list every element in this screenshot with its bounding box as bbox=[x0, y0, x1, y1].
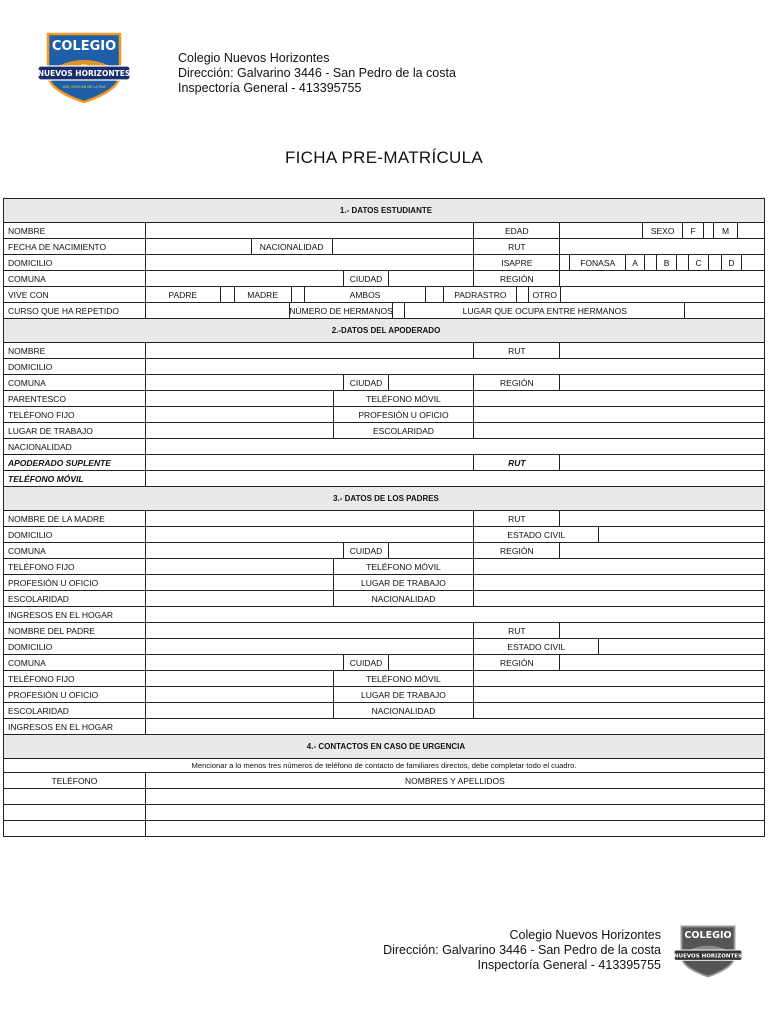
field-padre-domicilio[interactable] bbox=[146, 639, 475, 655]
footer-logo-word-colegio: COLEGIO bbox=[684, 930, 732, 942]
header-phone: Inspectoría General - 413395755 bbox=[178, 81, 362, 95]
field-edad[interactable] bbox=[560, 223, 643, 239]
school-logo-footer bbox=[672, 922, 744, 978]
field-contact-nombre-2[interactable] bbox=[146, 805, 765, 821]
field-apoderado-region[interactable] bbox=[560, 375, 765, 391]
s3-row-madre-profesion bbox=[4, 575, 765, 591]
field-contact-telefono-3[interactable] bbox=[4, 821, 146, 837]
label-apoderado-tel-fijo: TELÉFONO FIJO bbox=[4, 407, 146, 423]
field-madre-tel-movil[interactable] bbox=[474, 559, 765, 575]
field-madre-rut[interactable] bbox=[560, 511, 765, 527]
label-apoderado-suplente: APODERADO SUPLENTE bbox=[4, 455, 146, 471]
contact-row bbox=[4, 821, 765, 837]
s2-row-lugar-trabajo bbox=[4, 423, 765, 439]
s3-row-madre-tel bbox=[4, 559, 765, 575]
field-padre-rut[interactable] bbox=[560, 623, 765, 639]
field-nacionalidad[interactable] bbox=[333, 239, 475, 255]
section-4-title: 4.- CONTACTOS EN CASO DE URGENCIA bbox=[4, 735, 765, 759]
field-comuna[interactable] bbox=[146, 271, 344, 287]
s3-row-padre-profesion bbox=[4, 687, 765, 703]
label-padre-rut: RUT bbox=[474, 623, 560, 639]
label-region: REGIÓN bbox=[474, 271, 560, 287]
s3-row-padre-comuna bbox=[4, 655, 765, 671]
footer-phone: Inspectoría General - 413395755 bbox=[477, 958, 661, 972]
s4-header-row bbox=[4, 773, 765, 789]
s3-row-madre-comuna bbox=[4, 543, 765, 559]
s4-note-row bbox=[4, 759, 765, 773]
checkbox-isapre[interactable] bbox=[560, 255, 570, 271]
label-madre-profesion: PROFESIÓN U OFICIO bbox=[4, 575, 146, 591]
field-madre-nacionalidad[interactable] bbox=[474, 591, 765, 607]
footer-school-info bbox=[383, 928, 661, 973]
s2-row-parentesco bbox=[4, 391, 765, 407]
s3-row-padre-ingresos bbox=[4, 719, 765, 735]
label-apoderado-comuna: COMUNA bbox=[4, 375, 146, 391]
field-region[interactable] bbox=[560, 271, 765, 287]
label-madre-domicilio: DOMICILIO bbox=[4, 527, 146, 543]
field-madre-ingresos[interactable] bbox=[146, 607, 765, 623]
label-madre-cuidad: CUIDAD bbox=[344, 543, 390, 559]
field-apoderado-comuna[interactable] bbox=[146, 375, 344, 391]
s3-row-nombre-madre bbox=[4, 511, 765, 527]
label-apoderado-nombre: NOMBRE bbox=[4, 343, 146, 359]
field-padre-escolaridad[interactable] bbox=[146, 703, 334, 719]
label-edad: EDAD bbox=[474, 223, 560, 239]
s2-row-domicilio bbox=[4, 359, 765, 375]
field-madre-cuidad[interactable] bbox=[389, 543, 474, 559]
label-madre-nacionalidad: NACIONALIDAD bbox=[334, 591, 475, 607]
field-madre-domicilio[interactable] bbox=[146, 527, 475, 543]
label-padre-domicilio: DOMICILIO bbox=[4, 639, 146, 655]
option-fonasa-b[interactable]: B bbox=[657, 255, 677, 271]
field-apoderado-profesion[interactable] bbox=[474, 407, 765, 423]
field-nombre-padre[interactable] bbox=[146, 623, 475, 639]
s3-row-padre-escolaridad bbox=[4, 703, 765, 719]
label-parentesco: PARENTESCO bbox=[4, 391, 146, 407]
column-telefono: TELÉFONO bbox=[4, 773, 146, 789]
footer-logo-word-nuevos-horizontes: NUEVOS HORIZONTES bbox=[673, 953, 743, 960]
field-padre-ingresos[interactable] bbox=[146, 719, 765, 735]
checkbox-padrastro[interactable] bbox=[517, 287, 529, 303]
s1-row-comuna bbox=[4, 271, 765, 287]
s1-row-nombre bbox=[4, 223, 765, 239]
label-suplente-rut: RUT bbox=[474, 455, 560, 471]
label-madre-tel-fijo: TELÉFONO FIJO bbox=[4, 559, 146, 575]
field-ciudad[interactable] bbox=[389, 271, 474, 287]
field-padre-region[interactable] bbox=[560, 655, 765, 671]
label-padre-estado-civil: ESTADO CIVIL bbox=[474, 639, 599, 655]
field-parentesco[interactable] bbox=[146, 391, 334, 407]
field-madre-tel-fijo[interactable] bbox=[146, 559, 334, 575]
field-apoderado-tel-movil[interactable] bbox=[474, 391, 765, 407]
label-apoderado-nacionalidad: NACIONALIDAD bbox=[4, 439, 146, 455]
label-padre-ingresos: INGRESOS EN EL HOGAR bbox=[4, 719, 146, 735]
label-apoderado-rut: RUT bbox=[474, 343, 560, 359]
label-padre-nacionalidad: NACIONALIDAD bbox=[334, 703, 475, 719]
checkbox-ambos[interactable] bbox=[426, 287, 444, 303]
field-madre-comuna[interactable] bbox=[146, 543, 344, 559]
option-ambos[interactable]: AMBOS bbox=[305, 287, 427, 303]
section-3-header bbox=[4, 487, 765, 511]
section-3-title: 3.- DATOS DE LOS PADRES bbox=[4, 487, 765, 511]
label-apoderado-region: REGIÓN bbox=[474, 375, 560, 391]
label-curso-repetido: CURSO QUE HA REPETIDO bbox=[4, 303, 146, 319]
s3-row-padre-tel bbox=[4, 671, 765, 687]
label-rut: RUT bbox=[474, 239, 560, 255]
s3-row-padre-domicilio bbox=[4, 639, 765, 655]
label-apoderado-ciudad: CIUDAD bbox=[344, 375, 390, 391]
checkbox-fonasa-d[interactable] bbox=[742, 255, 765, 271]
label-padre-tel-movil: TELÉFONO MÓVIL bbox=[334, 671, 475, 687]
s2-row-nombre bbox=[4, 343, 765, 359]
s1-row-fecha bbox=[4, 239, 765, 255]
field-suplente-tel-movil[interactable] bbox=[146, 471, 765, 487]
field-apoderado-nombre[interactable] bbox=[146, 343, 475, 359]
s3-row-madre-domicilio bbox=[4, 527, 765, 543]
checkbox-fonasa-c[interactable] bbox=[709, 255, 722, 271]
label-suplente-tel-movil: TELÉFONO MÓVIL bbox=[4, 471, 146, 487]
logo-motto: LUZ, ROSCAN DE LA PAZ bbox=[62, 85, 106, 89]
field-nombre-madre[interactable] bbox=[146, 511, 475, 527]
s3-row-nombre-padre bbox=[4, 623, 765, 639]
checkbox-fonasa-a[interactable] bbox=[645, 255, 657, 271]
checkbox-fonasa-b[interactable] bbox=[677, 255, 689, 271]
s1-row-curso bbox=[4, 303, 765, 319]
section-1-header bbox=[4, 199, 765, 223]
option-padre[interactable]: PADRE bbox=[146, 287, 221, 303]
field-madre-escolaridad[interactable] bbox=[146, 591, 334, 607]
label-nacionalidad: NACIONALIDAD bbox=[252, 239, 333, 255]
label-madre-ingresos: INGRESOS EN EL HOGAR bbox=[4, 607, 146, 623]
label-fonasa: FONASA bbox=[570, 255, 626, 271]
label-apoderado-domicilio: DOMICILIO bbox=[4, 359, 146, 375]
field-apoderado-ciudad[interactable] bbox=[389, 375, 474, 391]
field-apoderado-escolaridad[interactable] bbox=[474, 423, 765, 439]
checkbox-padre[interactable] bbox=[221, 287, 235, 303]
label-nombre-padre: NOMBRE DEL PADRE bbox=[4, 623, 146, 639]
field-apoderado-domicilio[interactable] bbox=[146, 359, 765, 375]
label-padre-tel-fijo: TELÉFONO FIJO bbox=[4, 671, 146, 687]
option-padrastro[interactable]: PADRASTRO bbox=[444, 287, 517, 303]
label-madre-region: REGIÓN bbox=[474, 543, 560, 559]
label-nombre-madre: NOMBRE DE LA MADRE bbox=[4, 511, 146, 527]
field-padre-tel-movil[interactable] bbox=[474, 671, 765, 687]
school-logo bbox=[38, 28, 130, 104]
field-padre-lugar-trabajo[interactable] bbox=[474, 687, 765, 703]
field-contact-nombre-3[interactable] bbox=[146, 821, 765, 837]
label-fecha-nacimiento: FECHA DE NACIMIENTO bbox=[4, 239, 146, 255]
enrollment-form bbox=[3, 198, 765, 837]
option-sexo-m[interactable]: M bbox=[714, 223, 738, 239]
field-numero-hermanos[interactable] bbox=[393, 303, 405, 319]
s1-row-vive-con bbox=[4, 287, 765, 303]
field-nombre[interactable] bbox=[146, 223, 475, 239]
section-2-header bbox=[4, 319, 765, 343]
field-madre-lugar-trabajo[interactable] bbox=[474, 575, 765, 591]
field-rut[interactable] bbox=[560, 239, 765, 255]
field-otro[interactable] bbox=[561, 287, 765, 303]
label-padre-cuidad: CUIDAD bbox=[344, 655, 390, 671]
field-padre-nacionalidad[interactable] bbox=[474, 703, 765, 719]
contacts-instruction: Mencionar a lo menos tres números de teléfono de contacto de familiares directos, debe completar todo el cuadro. bbox=[4, 759, 765, 773]
field-madre-region[interactable] bbox=[560, 543, 765, 559]
field-padre-estado-civil[interactable] bbox=[599, 639, 765, 655]
column-nombres-apellidos: NOMBRES Y APELLIDOS bbox=[146, 773, 765, 789]
field-fecha-nacimiento[interactable] bbox=[146, 239, 252, 255]
label-ciudad: CIUDAD bbox=[344, 271, 390, 287]
s3-row-madre-escolaridad bbox=[4, 591, 765, 607]
field-apoderado-rut[interactable] bbox=[560, 343, 765, 359]
option-otro[interactable]: OTRO bbox=[529, 287, 561, 303]
label-madre-estado-civil: ESTADO CIVIL bbox=[474, 527, 599, 543]
field-contact-telefono-1[interactable] bbox=[4, 789, 146, 805]
contact-row bbox=[4, 805, 765, 821]
label-sexo: SEXO bbox=[643, 223, 683, 239]
checkbox-sexo-f[interactable] bbox=[704, 223, 714, 239]
label-madre-escolaridad: ESCOLARIDAD bbox=[4, 591, 146, 607]
label-isapre: ISAPRE bbox=[474, 255, 560, 271]
label-domicilio: DOMICILIO bbox=[4, 255, 146, 271]
field-padre-comuna[interactable] bbox=[146, 655, 344, 671]
label-apoderado-tel-movil: TELÉFONO MÓVIL bbox=[334, 391, 475, 407]
field-padre-profesion[interactable] bbox=[146, 687, 334, 703]
label-padre-escolaridad: ESCOLARIDAD bbox=[4, 703, 146, 719]
label-nombre: NOMBRE bbox=[4, 223, 146, 239]
field-contact-telefono-2[interactable] bbox=[4, 805, 146, 821]
option-fonasa-c[interactable]: C bbox=[689, 255, 709, 271]
label-numero-hermanos: NÚMERO DE HERMANOS bbox=[290, 303, 394, 319]
label-madre-rut: RUT bbox=[474, 511, 560, 527]
field-apoderado-lugar-trabajo[interactable] bbox=[146, 423, 334, 439]
s2-row-suplente-tel bbox=[4, 471, 765, 487]
field-apoderado-tel-fijo[interactable] bbox=[146, 407, 334, 423]
label-madre-tel-movil: TELÉFONO MÓVIL bbox=[334, 559, 475, 575]
s2-row-comuna bbox=[4, 375, 765, 391]
s2-row-tel-fijo bbox=[4, 407, 765, 423]
option-fonasa-a[interactable]: A bbox=[626, 255, 645, 271]
label-apoderado-profesion: PROFESIÓN U OFICIO bbox=[334, 407, 475, 423]
header-school-info bbox=[178, 51, 456, 96]
s3-row-madre-ingresos bbox=[4, 607, 765, 623]
label-apoderado-lugar-trabajo: LUGAR DE TRABAJO bbox=[4, 423, 146, 439]
label-padre-comuna: COMUNA bbox=[4, 655, 146, 671]
section-4-header bbox=[4, 735, 765, 759]
section-1-title: 1.- DATOS ESTUDIANTE bbox=[4, 199, 765, 223]
footer-address: Dirección: Galvarino 3446 - San Pedro de la costa bbox=[383, 943, 661, 957]
field-domicilio[interactable] bbox=[146, 255, 475, 271]
field-madre-profesion[interactable] bbox=[146, 575, 334, 591]
header-address: Dirección: Galvarino 3446 - San Pedro de la costa bbox=[178, 66, 456, 80]
logo-word-colegio: COLEGIO bbox=[51, 39, 117, 54]
s1-row-domicilio bbox=[4, 255, 765, 271]
field-padre-cuidad[interactable] bbox=[389, 655, 474, 671]
document-title: FICHA PRE-MATRÍCULA bbox=[284, 148, 484, 167]
checkbox-sexo-m[interactable] bbox=[738, 223, 765, 239]
label-padre-lugar-trabajo: LUGAR DE TRABAJO bbox=[334, 687, 475, 703]
field-lugar-hermanos[interactable] bbox=[685, 303, 765, 319]
field-apoderado-nacionalidad[interactable] bbox=[146, 439, 765, 455]
label-padre-region: REGIÓN bbox=[474, 655, 560, 671]
field-padre-tel-fijo[interactable] bbox=[146, 671, 334, 687]
option-sexo-f[interactable]: F bbox=[683, 223, 704, 239]
field-apoderado-suplente[interactable] bbox=[146, 455, 475, 471]
label-madre-comuna: COMUNA bbox=[4, 543, 146, 559]
s2-row-nacionalidad bbox=[4, 439, 765, 455]
contact-row bbox=[4, 789, 765, 805]
field-contact-nombre-1[interactable] bbox=[146, 789, 765, 805]
field-suplente-rut[interactable] bbox=[560, 455, 765, 471]
label-apoderado-escolaridad: ESCOLARIDAD bbox=[334, 423, 475, 439]
label-comuna: COMUNA bbox=[4, 271, 146, 287]
label-vive-con: VIVE CON bbox=[4, 287, 146, 303]
label-padre-profesion: PROFESIÓN U OFICIO bbox=[4, 687, 146, 703]
footer-school-name: Colegio Nuevos Horizontes bbox=[509, 928, 661, 942]
field-madre-estado-civil[interactable] bbox=[599, 527, 765, 543]
s2-row-suplente bbox=[4, 455, 765, 471]
label-lugar-hermanos: LUGAR QUE OCUPA ENTRE HERMANOS bbox=[405, 303, 685, 319]
checkbox-madre[interactable] bbox=[292, 287, 305, 303]
logo-word-nuevos-horizontes: NUEVOS HORIZONTES bbox=[38, 69, 130, 78]
field-curso-repetido[interactable] bbox=[146, 303, 290, 319]
label-madre-lugar-trabajo: LUGAR DE TRABAJO bbox=[334, 575, 475, 591]
header-school-name: Colegio Nuevos Horizontes bbox=[178, 51, 330, 65]
option-fonasa-d[interactable]: D bbox=[722, 255, 742, 271]
option-madre[interactable]: MADRE bbox=[235, 287, 292, 303]
section-2-title: 2.-DATOS DEL APODERADO bbox=[4, 319, 765, 343]
